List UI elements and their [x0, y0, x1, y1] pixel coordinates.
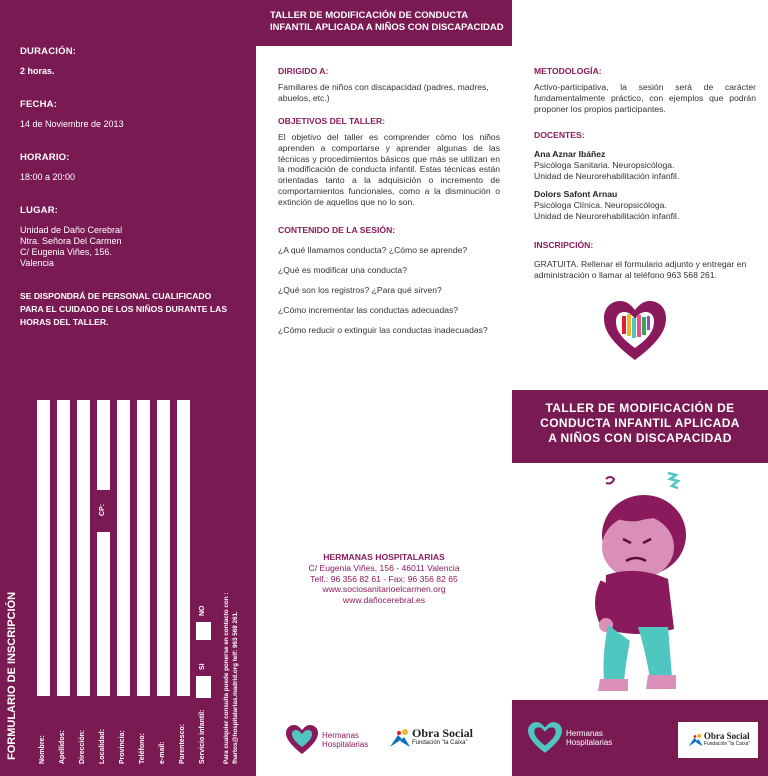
docente2-name: Dolors Safont Arnau	[534, 189, 618, 200]
angry-child-illustration-icon	[578, 465, 704, 697]
right-panel	[512, 0, 768, 776]
localidad-label: Localidad:	[99, 728, 106, 764]
obra-social-logo-footer	[678, 722, 758, 758]
event-info	[20, 46, 240, 291]
email-label: e-mail:	[159, 741, 166, 764]
docente1-role: Psicóloga Sanitaria. Neuropsicóloga.	[534, 159, 675, 170]
title-line: A NIÑOS CON DISCAPACIDAD	[548, 431, 732, 445]
form-title: FORMULARIO DE INSCRIPCIÓN	[6, 591, 18, 760]
servicio-label: Servicio infantil:	[199, 709, 206, 764]
hh-line: Hospitalarias	[566, 738, 613, 747]
direccion-field[interactable]	[77, 400, 90, 696]
docentes-title: DOCENTES:	[534, 130, 585, 140]
os-line: Obra Social	[412, 726, 474, 740]
lugar-label: LUGAR:	[20, 205, 59, 216]
lugar-value	[20, 225, 240, 269]
parentesco-field[interactable]	[177, 400, 190, 696]
docente1-name: Ana Aznar Ibáñez	[534, 149, 606, 159]
nombre-field[interactable]	[37, 400, 50, 696]
docente2-unit: Unidad de Neurorehabilitación infanfil.	[534, 210, 680, 221]
contact-note-line: Para cualquier consulta puede ponerse en contacto con :	[223, 592, 230, 764]
metodologia-section	[534, 66, 756, 114]
fecha-value: 14 de Noviembre de 2013	[20, 119, 124, 129]
question-item: ¿Cómo reducir o extinguir las conductas inadecuadas?	[278, 325, 488, 335]
provincia-field[interactable]	[117, 400, 130, 696]
duracion-label: DURACIÓN:	[20, 46, 77, 57]
la-caixa-star-icon	[686, 732, 704, 748]
horario-label: HORARIO:	[20, 152, 70, 163]
si-label: SI	[199, 663, 206, 670]
lugar-line: Unidad de Daño Cerebral	[20, 225, 123, 235]
dirigido-section	[278, 66, 500, 104]
title-line: CONDUCTA INFANTIL APLICADA	[540, 416, 740, 430]
middle-panel	[256, 0, 512, 776]
contact-line: Telf.: 96 356 82 61 - Fax: 96 356 82 65	[310, 573, 458, 584]
question-item: ¿Qué es modificar una conducta?	[278, 265, 407, 275]
nombre-label: Nombre:	[39, 735, 46, 764]
left-panel	[0, 0, 256, 776]
dirigido-title: DIRIGIDO A:	[278, 66, 329, 76]
objetivos-section	[278, 116, 500, 208]
hh-line: Hermanas	[322, 731, 359, 740]
telefono-field[interactable]	[137, 400, 150, 696]
metodologia-body: Activo-participativa, la sesión será de carácter fundamentalmente práctico, con ejemplos que podrán proponer los propios participantes.	[534, 82, 756, 114]
question-item: ¿A qué llamamos conducta? ¿Cómo se aprende?	[278, 245, 468, 255]
no-label: NO	[199, 605, 206, 616]
localidad-field[interactable]	[97, 400, 110, 696]
contact-note-line: fhartos@hospitalarias.madrid.org telf: 963 568 261.	[232, 611, 239, 764]
apellidos-label: Apellidos:	[59, 730, 66, 764]
apellidos-field[interactable]	[57, 400, 70, 696]
form-contact-note	[222, 593, 240, 764]
colorful-heart-logo-icon	[602, 298, 668, 364]
servicio-si-checkbox[interactable]	[196, 676, 211, 698]
heart-logo-icon	[528, 722, 562, 754]
objetivos-body: El objetivo del taller es comprender cómo los niños aprenden a comportarse y aprender algunas de las técnicas y procedimientos básicos que más se utilizan en la modificación de conducta infantil. Estas técnicas están orientadas tanto a la adquisición o incremento de comportamientos funcionales, como a la disminución o extinción de aquellos que no lo son.	[278, 132, 500, 207]
parentesco-label: Parentesco:	[179, 723, 186, 764]
contenido-section	[278, 225, 508, 345]
header-line: TALLER DE MODIFICACIÓN DE CONDUCTA	[270, 10, 469, 21]
os-line: Fundación "la Caixa"	[412, 740, 468, 746]
docente1-unit: Unidad de Neurorehabilitación infanfil.	[534, 170, 680, 181]
hh-line: Hospitalarias	[322, 740, 369, 749]
horario-value: 18:00 a 20:00	[20, 172, 76, 182]
hermanas-text-footer	[566, 729, 612, 747]
dirigido-body: Familiares de niños con discapacidad (padres, madres, abuelos, etc.)	[278, 82, 489, 103]
website-link[interactable]: www.dañocerebral.es	[342, 595, 426, 606]
question-item: ¿Cómo incrementar las conductas adecuadas?	[278, 305, 459, 315]
inscripcion-section	[534, 240, 756, 281]
hermanas-logo	[286, 725, 368, 755]
direccion-label: Dirección:	[79, 729, 86, 764]
obra-social-text-footer	[704, 732, 750, 748]
website-link[interactable]: www.sociosanitarioelcarmen.org	[322, 584, 446, 595]
lugar-line: C/ Eugenia Viñes, 156.	[20, 247, 112, 257]
cp-label: CP:	[99, 503, 106, 516]
email-field[interactable]	[157, 400, 170, 696]
docentes-section	[534, 130, 756, 222]
title-line: TALLER DE MODIFICACIÓN DE	[545, 401, 735, 415]
provincia-label: Provincia:	[119, 730, 126, 764]
inscripcion-title: INSCRIPCIÓN:	[534, 240, 594, 250]
fecha-label: FECHA:	[20, 99, 58, 110]
question-item: ¿Qué son los registros? ¿Para qué sirven?	[278, 285, 442, 295]
servicio-no-checkbox[interactable]	[196, 622, 211, 640]
contact-line: C/ Eugenia Viñes, 156 - 46011 Valencia	[308, 562, 460, 573]
mid-header	[256, 0, 512, 46]
la-caixa-star-icon	[386, 727, 412, 749]
inscripcion-body: GRATUITA. Rellenar el formulario adjunto y entregar en administración o llamar al teléfono 963 568 261.	[534, 259, 747, 280]
docente2-role: Psicóloga Clínica. Neuropsicóloga.	[534, 200, 667, 211]
contact-org: HERMANAS HOSPITALARIAS	[323, 552, 445, 562]
title-banner	[512, 390, 768, 463]
obra-social-text	[412, 728, 473, 748]
header-line: INFANTIL APLICADA A NIÑOS CON DISCAPACIDAD	[270, 22, 504, 33]
hh-line: Hermanas	[566, 729, 603, 738]
lugar-line: Ntra. Señora Del Carmen	[20, 236, 122, 246]
heart-logo-icon	[286, 725, 318, 755]
right-footer	[512, 700, 768, 776]
objetivos-title: OBJETIVOS DEL TALLER:	[278, 116, 386, 126]
contenido-title: CONTENIDO DE LA SESIÓN:	[278, 225, 396, 235]
hermanas-text	[322, 731, 368, 749]
telefono-label: Teléfono:	[139, 733, 146, 764]
hermanas-logo-footer	[528, 722, 612, 754]
obra-social-logo	[386, 727, 473, 749]
metodologia-title: METODOLOGÍA:	[534, 66, 602, 76]
duracion-value: 2 horas.	[20, 66, 55, 76]
lugar-line: Valencia	[20, 258, 54, 268]
contact-block	[256, 552, 512, 606]
os-line: Fundación "la Caixa"	[703, 741, 751, 747]
os-line: Obra Social	[703, 731, 750, 741]
childcare-notice: SE DISPONDRÁ DE PERSONAL CUALIFICADO PARA EL CUIDADO DE LOS NIÑOS DURANTE LAS HORAS DEL TALLER.	[20, 291, 228, 327]
